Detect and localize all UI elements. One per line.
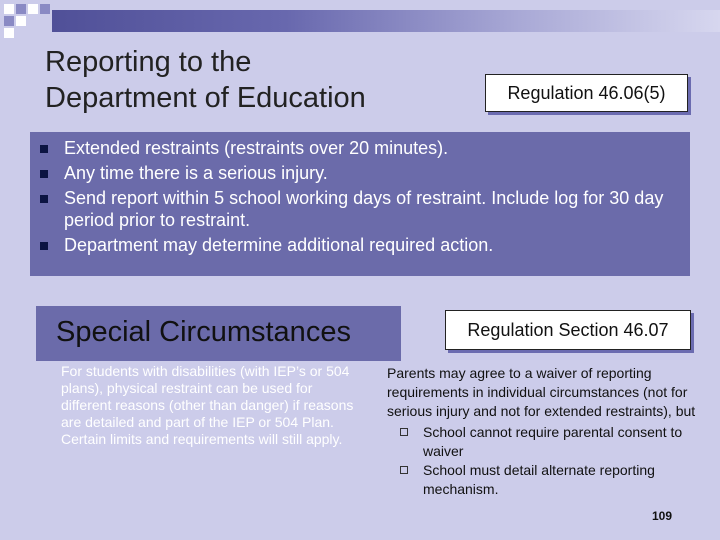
corner-square-decoration <box>4 16 14 26</box>
sub-bullet-text: School cannot require parental consent to waiver <box>423 424 683 459</box>
corner-square-decoration <box>4 28 14 38</box>
square-bullet-icon <box>40 195 48 203</box>
bullet-text: Any time there is a serious injury. <box>64 163 328 183</box>
sub-bullet-text: School must detail alternate reporting mechanism. <box>423 462 655 497</box>
page-title-line: Department of Education <box>45 82 366 114</box>
bullet-text: Department may determine additional required action. <box>64 235 494 255</box>
list-item <box>40 137 680 159</box>
hollow-square-bullet-icon <box>400 466 408 474</box>
page-number: 109 <box>652 509 673 523</box>
special-circumstances-heading: Special Circumstances <box>56 316 351 348</box>
corner-square-decoration <box>4 4 14 14</box>
regulation-section-callout: Regulation Section 46.07 <box>445 310 691 350</box>
bullet-text: Send report within 5 school working days of restraint. Include log for 30 day period prior to restraint. <box>64 188 664 230</box>
list-item <box>387 423 705 461</box>
square-bullet-icon <box>40 242 48 250</box>
waiver-section <box>387 364 705 499</box>
list-item <box>40 187 680 231</box>
square-bullet-icon <box>40 145 48 153</box>
corner-square-decoration <box>16 16 26 26</box>
list-item <box>387 461 705 499</box>
corner-square-decoration <box>16 4 26 14</box>
special-circumstances-text: For students with disabilities (with IEP’s or 504 plans), physical restraint can be used for different reasons (other than danger) if reasons are detailed and part of the IEP or 504 Plan. Certain limits and requirements will still apply. <box>61 363 354 447</box>
header-decoration-bar <box>52 10 720 32</box>
waiver-sub-list <box>387 423 705 499</box>
square-bullet-icon <box>40 170 48 178</box>
corner-square-decoration <box>28 4 38 14</box>
waiver-text: Parents may agree to a waiver of reporting requirements in individual circumstances (not for serious injury and not for extended restraints), but <box>387 365 696 419</box>
page-title-line: Reporting to the <box>45 46 252 78</box>
regulation-callout: Regulation 46.06(5) <box>485 74 688 112</box>
corner-square-decoration <box>40 4 50 14</box>
hollow-square-bullet-icon <box>400 428 408 436</box>
list-item <box>40 162 680 184</box>
bullet-text: Extended restraints (restraints over 20 minutes). <box>64 138 449 158</box>
list-item <box>40 234 680 256</box>
bullet-list <box>40 137 680 259</box>
page-title <box>45 44 366 116</box>
